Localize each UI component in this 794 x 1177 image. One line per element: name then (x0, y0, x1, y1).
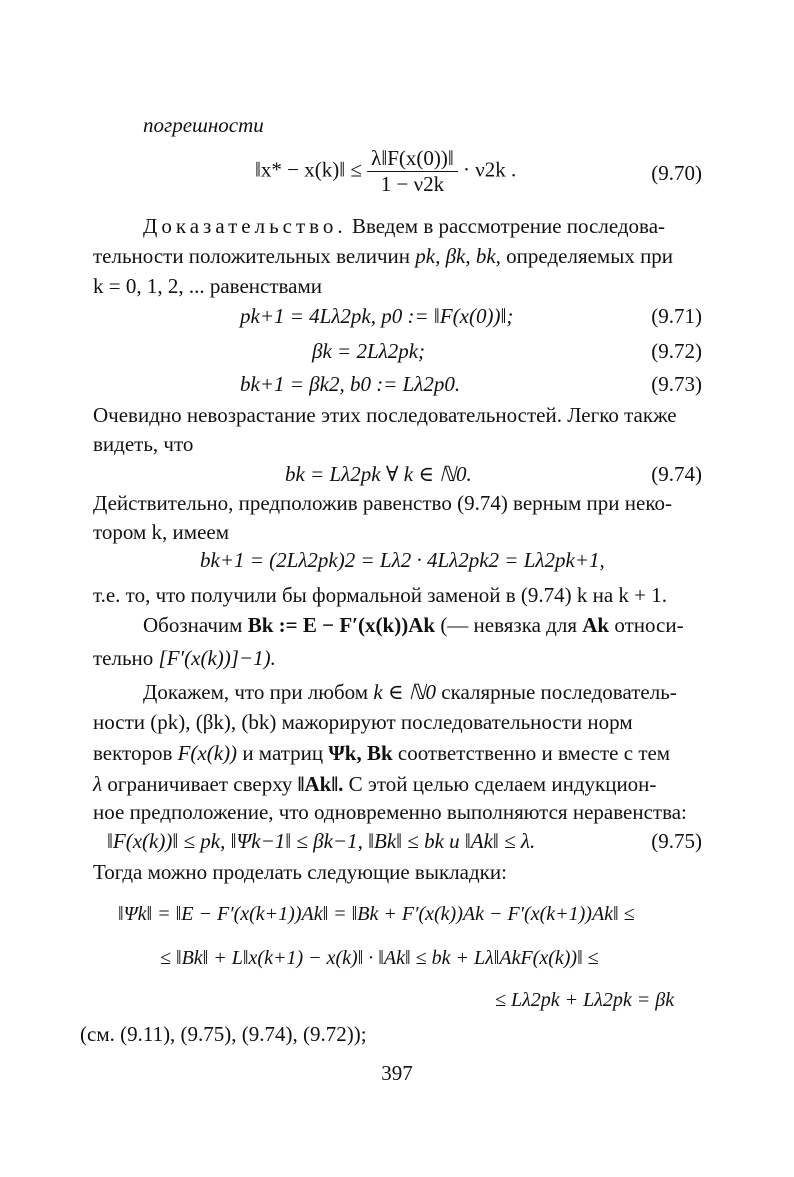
para3-line-2: тором k, имеем (93, 520, 229, 544)
heading-tail: погрешности (143, 113, 264, 137)
proof-line-2 (93, 244, 673, 269)
eq-9-70-numerator: λ‖F(x(0))‖ (371, 146, 454, 170)
para6-line-4a: λ (93, 772, 103, 796)
eq-number-9-72: (9.72) (651, 339, 702, 363)
equation-9-72: βk = 2Lλ2pk; (312, 339, 426, 363)
eq-9-70-denominator: 1 − ν2k (367, 171, 458, 197)
para4-line-1: т.е. то, что получили бы формальной заменой в (9.74) k на k + 1. (93, 583, 668, 607)
calc-line-3: ≤ Lλ2pk + Lλ2pk = βk (495, 989, 675, 1011)
para6-line-5: ное предположение, что одновременно выполняются неравенства: (93, 800, 687, 824)
references-line: (см. (9.11), (9.75), (9.74), (9.72)); (80, 1022, 367, 1046)
para6-line-3c: Ψk, Bk (328, 741, 393, 765)
proof-line-3: k = 0, 1, 2, ... равенствами (93, 274, 323, 298)
equation-9-73: bk+1 = βk2, b0 := Lλ2p0. (240, 372, 461, 396)
eq-number-9-73: (9.73) (651, 372, 702, 396)
proof-line-2-vars: pk, βk, bk, (415, 244, 501, 268)
proof-line-1-text: Введем в рассмотрение последова- (351, 214, 666, 238)
para3-line-1: Действительно, предположив равенство (9.74) верным при неко- (93, 491, 672, 515)
para6-line-3b: и матриц (242, 741, 324, 765)
para6-line-4c: ‖Ak‖. (297, 772, 344, 796)
para7-line-1: Тогда можно проделать следующие выкладки: (93, 860, 507, 884)
para6-line-1a: Докажем, что при любом (143, 680, 369, 704)
calc-line-2: ≤ ‖Bk‖ + L‖x(k+1) − x(k)‖ · ‖Ak‖ ≤ bk + Lλ‖AkF(x(k))‖ ≤ (160, 947, 599, 969)
eq-number-9-71: (9.71) (651, 304, 702, 328)
equation-9-71: pk+1 = 4Lλ2pk, p0 := ‖F(x(0))‖; (240, 304, 514, 328)
eq-9-70-lhs: ‖x* − x(k)‖ ≤ (255, 157, 362, 182)
para2-line-2: видеть, что (93, 432, 194, 456)
equation-9-74: bk = Lλ2pk ∀ k ∈ ℕ0. (285, 462, 472, 486)
para6-line-4d: С этой целью сделаем индукцион- (348, 772, 657, 796)
para5-line-2 (93, 646, 276, 671)
equation-b-recursion: bk+1 = (2Lλ2pk)2 = Lλ2 · 4Lλ2pk2 = Lλ2pk+1, (200, 548, 605, 572)
para6-line-3-eq: F(x(k)) (177, 741, 238, 765)
para6-line-3a: векторов (93, 741, 173, 765)
para6-line-1 (143, 680, 677, 705)
para6-line-2: ности (pk), (βk), (bk) мажорируют последовательности норм (93, 710, 633, 734)
para6-line-1-eq: k ∈ ℕ0 (373, 680, 436, 704)
equation-9-70 (255, 146, 516, 197)
proof-line-1 (143, 214, 665, 239)
para2-line-1: Очевидно невозрастание этих последовательностей. Легко также (93, 403, 677, 427)
para6-line-1b: скалярные последователь- (441, 680, 677, 704)
calc-line-1: ‖Ψk‖ = ‖E − F′(x(k+1))Ak‖ = ‖Bk + F′(x(k))Ak − F′(x(k+1))Ak‖ ≤ (118, 903, 635, 925)
para6-line-3d: соответственно и вместе с тем (397, 741, 671, 765)
para5-line-1-eq: Bk := E − F′(x(k))Ak (247, 613, 436, 637)
para6-line-4b: ограничивает сверху (107, 772, 293, 796)
proof-label: Доказательство. (143, 214, 347, 238)
para5-line-1a: Обозначим (143, 613, 243, 637)
eq-number-9-70: (9.70) (651, 161, 702, 185)
eq-9-70-fraction (367, 146, 458, 197)
eq-9-70-rhs: · ν2k . (463, 157, 517, 182)
eq-number-9-74: (9.74) (651, 462, 702, 486)
proof-line-2b: определяемых при (506, 244, 674, 268)
para5-line-1b: (— невязка для (440, 613, 577, 637)
para5-line-1 (143, 613, 684, 638)
para6-line-3 (93, 741, 670, 766)
para5-line-1d: относи- (614, 613, 684, 637)
proof-line-2a: тельности положительных величин (93, 244, 410, 268)
para6-line-4 (93, 772, 656, 797)
page-number: 397 (381, 1061, 413, 1085)
para5-line-1c: Ak (582, 613, 610, 637)
equation-9-75: ‖F(x(k))‖ ≤ pk, ‖Ψk−1‖ ≤ βk−1, ‖Bk‖ ≤ bk и ‖Ak‖ ≤ λ. (107, 829, 536, 853)
eq-number-9-75: (9.75) (651, 829, 702, 853)
para5-line-2-eq: [F′(x(k))]−1). (158, 646, 276, 670)
para5-line-2a: тельно (93, 646, 154, 670)
